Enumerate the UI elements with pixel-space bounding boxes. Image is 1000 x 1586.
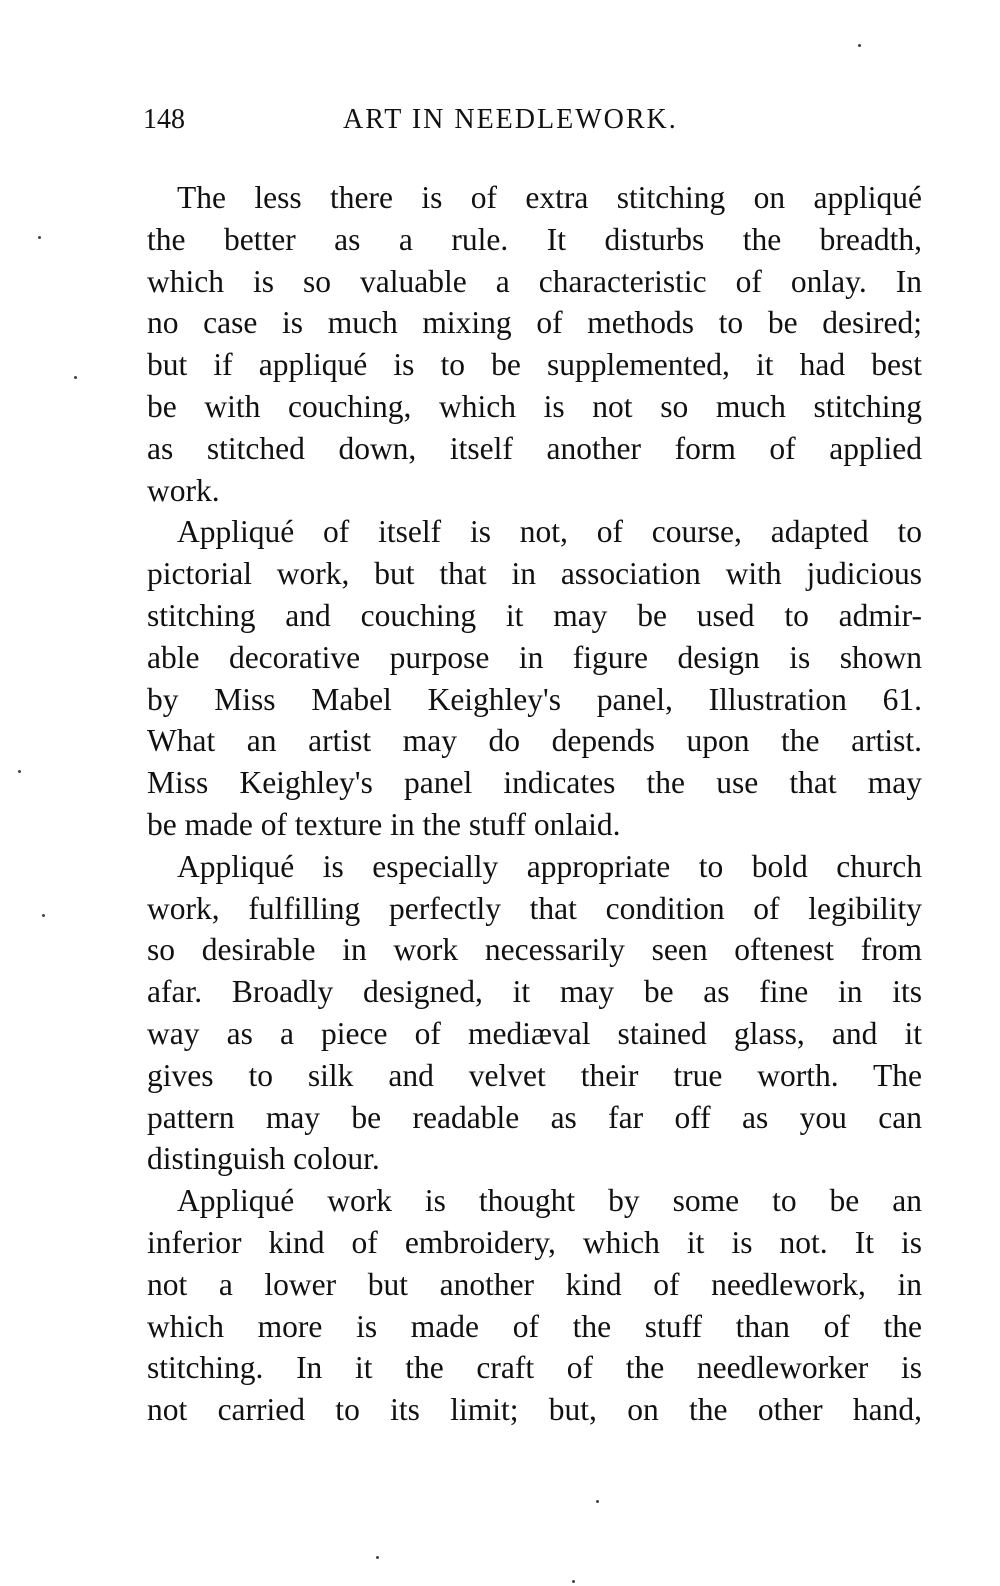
text-line: be made of texture in the stuff onlaid. bbox=[147, 806, 621, 842]
text-line: gives to silk and velvet their true worth. The bbox=[147, 1057, 922, 1093]
scan-speck bbox=[42, 914, 45, 917]
text-line: distinguish colour. bbox=[147, 1141, 380, 1177]
text-line: not a lower but another kind of needlework, in bbox=[147, 1266, 922, 1302]
text-line: Miss Keighley's panel indicates the use that may bbox=[147, 765, 922, 801]
text-line: inferior kind of embroidery, which it is not. It is bbox=[147, 1224, 922, 1260]
text-line: stitching and couching it may be used to admir- bbox=[147, 597, 922, 633]
text-line: be with couching, which is not so much stitching bbox=[147, 388, 922, 424]
page-header bbox=[143, 98, 923, 142]
text-line: work, fulfilling perfectly that condition of legibility bbox=[147, 890, 922, 926]
text-line: by Miss Mabel Keighley's panel, Illustration 61. bbox=[147, 681, 922, 717]
text-line: the better as a rule. It disturbs the breadth, bbox=[147, 221, 922, 257]
scan-speck bbox=[18, 770, 21, 773]
text-line: but if appliqué is to be supplemented, it had best bbox=[147, 347, 922, 383]
scan-speck bbox=[572, 1580, 575, 1583]
text-line: afar. Broadly designed, it may be as fine in its bbox=[147, 974, 922, 1010]
text-line: pattern may be readable as far off as you can bbox=[147, 1099, 922, 1135]
text-line: work. bbox=[147, 472, 220, 508]
text-line: no case is much mixing of methods to be desired; bbox=[147, 305, 922, 341]
text-line: which more is made of the stuff than of the bbox=[147, 1308, 922, 1344]
running-head: ART IN NEEDLEWORK. bbox=[343, 104, 678, 135]
text-line: able decorative purpose in figure design is shown bbox=[147, 639, 922, 675]
scan-speck bbox=[858, 44, 861, 47]
text-line: What an artist may do depends upon the artist. bbox=[147, 723, 922, 759]
text-line: stitching. In it the craft of the needleworker is bbox=[147, 1350, 922, 1386]
text-line: so desirable in work necessarily seen oftenest from bbox=[147, 932, 922, 968]
page-number: 148 bbox=[143, 104, 185, 135]
text-line: Appliqué is especially appropriate to bold church bbox=[177, 848, 922, 884]
scan-speck bbox=[596, 1500, 599, 1503]
text-line: The less there is of extra stitching on appliqué bbox=[177, 180, 922, 215]
text-line: pictorial work, but that in association with judicious bbox=[147, 556, 922, 592]
text-line: Appliqué of itself is not, of course, adapted to bbox=[177, 514, 922, 550]
text-line: which is so valuable a characteristic of onlay. In bbox=[147, 263, 922, 299]
text-line: way as a piece of mediæval stained glass, and it bbox=[147, 1015, 922, 1051]
body-text bbox=[147, 177, 922, 1431]
scan-speck bbox=[74, 376, 77, 379]
text-line: Appliqué work is thought by some to be an bbox=[177, 1183, 922, 1219]
scan-speck bbox=[38, 236, 41, 239]
text-line: as stitched down, itself another form of applied bbox=[147, 430, 922, 466]
scan-speck bbox=[376, 1556, 379, 1559]
text-line: not carried to its limit; but, on the other hand, bbox=[147, 1392, 922, 1428]
